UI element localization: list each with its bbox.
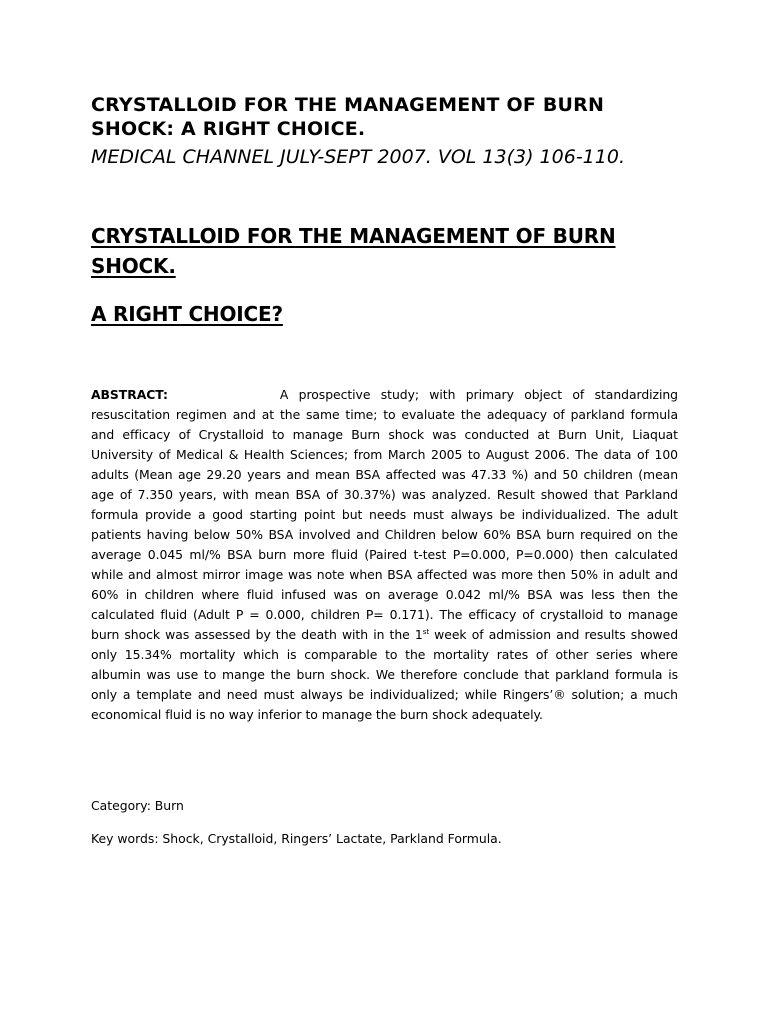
section-heading: CRYSTALLOID FOR THE MANAGEMENT OF BURN SHOCK. bbox=[91, 224, 616, 278]
journal-citation: MEDICAL CHANNEL JULY-SEPT 2007. VOL 13(3) 106-110. bbox=[91, 146, 625, 168]
keywords-line: Key words: Shock, Crystalloid, Ringers’ Lactate, Parkland Formula. bbox=[91, 831, 502, 846]
abstract-label: ABSTRACT: bbox=[91, 387, 168, 402]
document-title: CRYSTALLOID FOR THE MANAGEMENT OF BURN SHOCK: A RIGHT CHOICE. bbox=[91, 94, 605, 140]
ordinal-superscript: st bbox=[422, 627, 430, 636]
section-subheading: A RIGHT CHOICE? bbox=[91, 302, 283, 326]
abstract-text: A prospective study; with primary object of standardizing resuscitation regimen and at the same time; to evaluate the adequacy of parkland formula and efficacy of Crystalloid to manage Burn shock was conducted at Burn Unit, Liaquat University of Medical & Health Sciences; from March 2005 to August 2006. The data of 100 adults (Mean age 29.20 years and mean BSA affected was 47.33 %) and 50 children (mean age of 7.350 years, with mean BSA of 30.37%) was analyzed. Result showed that Parkland formula provide a good starting point but needs must always be individualized. The adult patients having below 50% BSA involved and Children below 60% BSA burn required on the average 0.045 ml/% BSA burn more fluid (Paired t-test P=0.000, P=0.000) then calculated while and almost mirror image was note when BSA affected was more then 50% in adult and 60% in children where fluid infused was on average 0.042 ml/% BSA was less then the calculated fluid (Adult P = 0.000, children P= 0.171). The efficacy of crystalloid to manage burn shock was assessed by the death with in the 1 bbox=[91, 387, 678, 642]
category-line: Category: Burn bbox=[91, 798, 184, 813]
abstract-text-continued: week of admission and results showed only 15.34% mortality which is comparable to the mortality rates of other series where albumin was use to mange the burn shock. We therefore conclude that parkland formula is only a template and need must always be individualized; while Ringers’® solution; a much economical fluid is no way inferior to manage the burn shock adequately. bbox=[91, 627, 679, 722]
abstract-paragraph bbox=[91, 385, 678, 725]
